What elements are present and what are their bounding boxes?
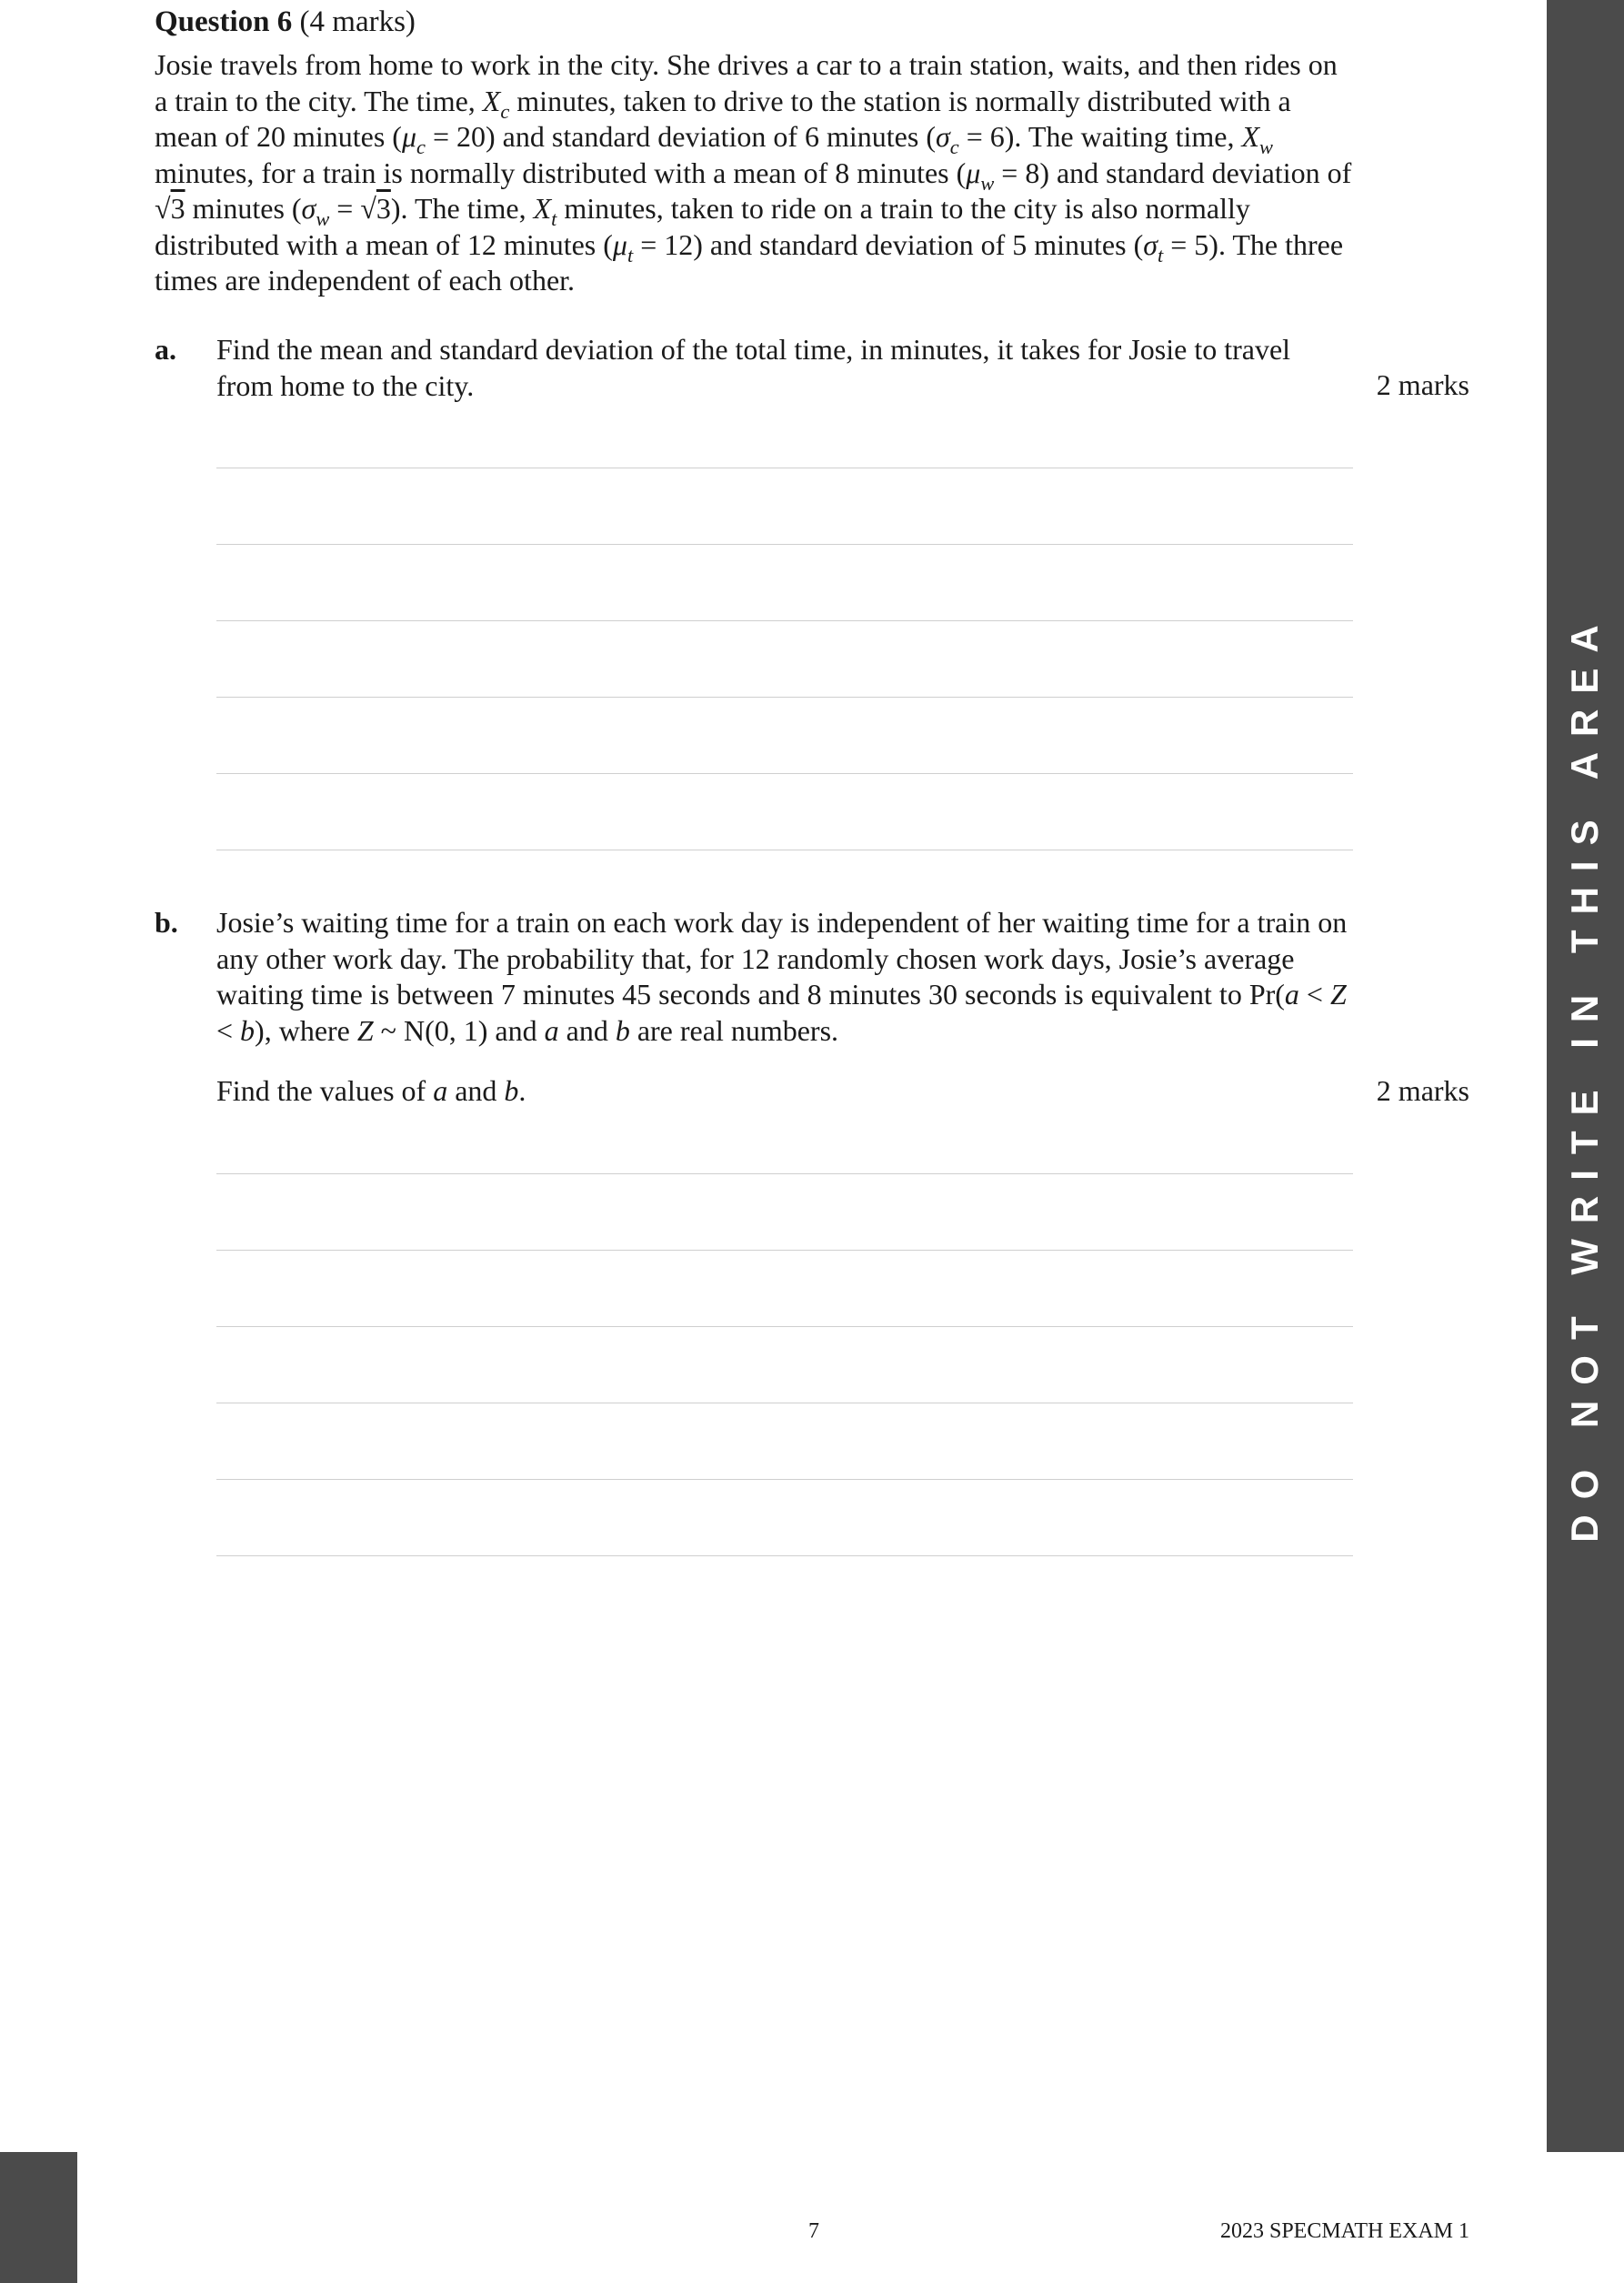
part-a-letter: a.	[155, 333, 176, 366]
variable-xt: X	[533, 192, 552, 225]
variable-a: a	[433, 1074, 448, 1107]
answer-line[interactable]	[216, 544, 1353, 545]
sigma-symbol: σ	[301, 192, 316, 225]
part-b-text-segment: .	[518, 1074, 526, 1107]
corner-block	[0, 2152, 77, 2283]
mu-symbol: μ	[612, 227, 627, 261]
answer-line[interactable]	[216, 620, 1353, 621]
variable-z: Z	[1329, 978, 1347, 1011]
mu-symbol: μ	[401, 120, 416, 153]
subscript: w	[980, 171, 995, 195]
intro-text: =	[329, 192, 361, 225]
answer-line[interactable]	[216, 1555, 1353, 1556]
part-b-text-segment: ), where	[255, 1013, 357, 1047]
subscript: w	[316, 206, 330, 230]
exam-code: 2023 SPECMATH EXAM 1	[1219, 2219, 1469, 2243]
intro-text: = 8) and standard deviation of	[994, 156, 1352, 189]
variable-xw: X	[1241, 120, 1259, 153]
variable-a: a	[1284, 978, 1299, 1011]
part-b-marks: 2 marks	[1376, 1074, 1469, 1107]
subscript: c	[500, 99, 510, 123]
page-number: 7	[808, 2219, 819, 2243]
question-marks: (4 marks)	[299, 5, 416, 38]
intro-text: = 6). The waiting time,	[958, 120, 1242, 153]
mu-symbol: μ	[966, 156, 981, 189]
variable-xc: X	[482, 84, 501, 117]
sqrt-expression	[155, 192, 185, 225]
intro-text: = 5). The three times are independent of each other.	[155, 227, 1344, 297]
sqrt-sign: √	[155, 192, 171, 225]
less-than: <	[1298, 978, 1330, 1011]
part-b-instruction	[216, 1073, 1353, 1110]
intro-text: = 12) and standard deviation of 5 minutes (	[633, 227, 1144, 261]
intro-text: ). The time,	[390, 192, 534, 225]
variable-b: b	[240, 1013, 256, 1047]
intro-text: minutes, taken to drive to the station is normally distributed with a mean of 20 minutes (	[155, 84, 1291, 153]
radicand: 3	[170, 192, 185, 225]
part-b-text-segment: Find the values of	[216, 1074, 434, 1107]
subscript: c	[416, 135, 426, 158]
subscript: t	[627, 243, 634, 267]
answer-line[interactable]	[216, 773, 1353, 774]
answer-line[interactable]	[216, 1479, 1353, 1480]
sqrt-sign: √	[360, 192, 376, 225]
intro-text: = 20) and standard deviation of 6 minutes (	[425, 120, 936, 153]
sqrt-expression	[360, 192, 391, 225]
variable-b: b	[504, 1074, 519, 1107]
part-b-text-segment: are real numbers.	[629, 1013, 839, 1047]
answer-line[interactable]	[216, 697, 1353, 698]
answer-line[interactable]	[216, 1250, 1353, 1251]
do-not-write-label: DO NOT WRITE IN THIS AREA	[1563, 609, 1606, 1543]
sigma-symbol: σ	[1143, 227, 1158, 261]
question-heading	[155, 4, 416, 40]
part-a-text: Find the mean and standard deviation of the total time, in minutes, it takes for Josie to travel from home to the city.	[216, 333, 1291, 402]
radicand: 3	[376, 192, 391, 225]
variable-b: b	[615, 1013, 630, 1047]
subscript: t	[551, 206, 557, 230]
part-b-text-segment: and	[447, 1074, 505, 1107]
subscript: t	[1158, 243, 1164, 267]
part-b-text	[216, 905, 1353, 1049]
intro-text: minutes, taken to ride on a train to the city is also normally distributed with a mean of 12 minutes (	[155, 192, 1250, 261]
less-than: <	[216, 1013, 241, 1047]
subscript: c	[949, 135, 959, 158]
sigma-symbol: σ	[935, 120, 950, 153]
variable-a: a	[544, 1013, 559, 1047]
part-b-text-segment: ~ N(0, 1) and	[373, 1013, 545, 1047]
question-intro	[155, 47, 1355, 299]
part-b-text-segment: Josie’s waiting time for a train on each work day is independent of her waiting time for a train on any other work day. The probability that, for 12 randomly chosen work days, Josie’s average waiting time is between 7 minutes 45 seconds and 8 minutes 30 seconds is equivalent to Pr(	[216, 906, 1348, 1011]
intro-text: minutes, for a train is normally distributed with a mean of 8 minutes (	[155, 156, 967, 189]
part-b-text-segment: and	[558, 1013, 616, 1047]
intro-text: Josie travels from home to work in the city. She drives a car to a train station, waits, and then rides on a train to the city. The time,	[155, 48, 1338, 117]
answer-line[interactable]	[216, 1173, 1353, 1174]
intro-text: minutes (	[185, 192, 302, 225]
question-label: Question 6	[155, 5, 293, 38]
part-a-marks: 2 marks	[1376, 368, 1469, 401]
answer-line[interactable]	[216, 1326, 1353, 1327]
subscript: w	[1259, 135, 1273, 158]
variable-z: Z	[356, 1013, 374, 1047]
part-b-letter: b.	[155, 906, 178, 939]
